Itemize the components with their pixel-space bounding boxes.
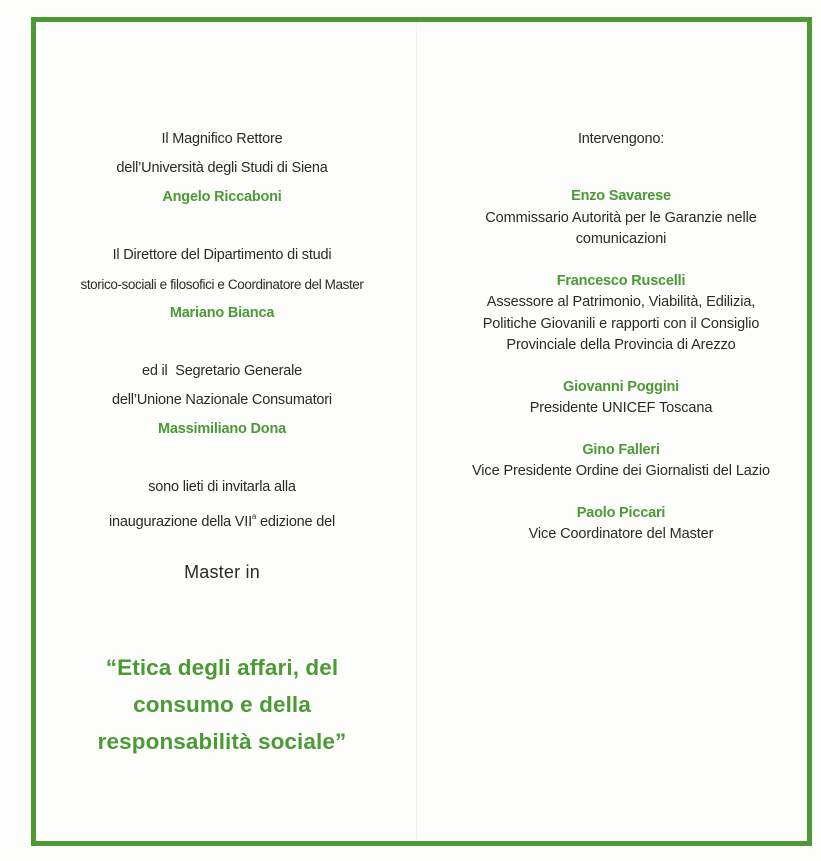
master-title-line-2: consumo e della	[133, 692, 311, 717]
master-label: Master in	[184, 562, 260, 582]
left-column	[40, 125, 404, 760]
speaker-role-line: Vice Presidente Ordine dei Giornalisti del Lazio	[472, 463, 770, 479]
speaker-role-line: Assessore al Patrimonio, Viabilità, Edilizia,	[486, 294, 756, 310]
rettore-name: Angelo Riccaboni	[162, 189, 282, 205]
rettore-title-2: dell’Università degli Studi di Siena	[116, 160, 328, 176]
segretario-name: Massimiliano Dona	[158, 421, 286, 437]
speaker-role-line: Presidente UNICEF Toscana	[529, 400, 713, 416]
speaker-role-line: Commissario Autorità per le Garanzie nelle	[485, 209, 757, 226]
speaker-block	[440, 440, 802, 483]
invite-line-1: sono lieti di invitarla alla	[148, 479, 296, 495]
speaker-role-line: Provinciale della Provincia di Arezzo	[506, 337, 736, 353]
speakers-heading: Intervengono:	[577, 131, 665, 147]
direttore-title-1: Il Direttore del Dipartimento di studi	[112, 247, 332, 263]
segretario-title-1: ed il Segretario Generale	[141, 363, 303, 379]
edition-superscript: a	[251, 512, 257, 521]
speaker-name: Gino Falleri	[582, 441, 660, 458]
speaker-name: Enzo Savarese	[571, 188, 671, 204]
speaker-block	[440, 271, 802, 357]
master-title-line-3: responsabilità sociale”	[97, 729, 347, 754]
speaker-block	[440, 503, 802, 546]
invite-line-2-post: edizione del	[256, 514, 335, 530]
speaker-name: Giovanni Poggini	[562, 378, 680, 395]
master-title	[40, 649, 404, 760]
speaker-name: Paolo Piccari	[576, 504, 666, 521]
speaker-block	[440, 377, 802, 420]
speaker-block	[440, 186, 802, 251]
rettore-title-1: Il Magnifico Rettore	[161, 131, 283, 147]
speaker-role-line: comunicazioni	[575, 231, 667, 247]
speaker-role-line: Politiche Giovanili e rapporti con il Consiglio	[482, 315, 760, 332]
invite-line-2-pre: inaugurazione della VII	[109, 514, 252, 530]
speaker-role-line: Vice Coordinatore del Master	[528, 526, 714, 542]
speakers-list	[440, 186, 802, 546]
direttore-name: Mariano Bianca	[169, 305, 275, 321]
right-column	[440, 125, 802, 546]
invite-line-2	[40, 502, 404, 537]
master-title-line-1: “Etica degli affari, del	[105, 655, 339, 680]
direttore-title-2: storico-sociali e filosofici e Coordinatore del Master	[80, 277, 364, 292]
speaker-name: Francesco Ruscelli	[556, 272, 686, 289]
page-fold	[416, 17, 417, 846]
segretario-title-2: dell’Unione Nazionale Consumatori	[112, 392, 332, 408]
